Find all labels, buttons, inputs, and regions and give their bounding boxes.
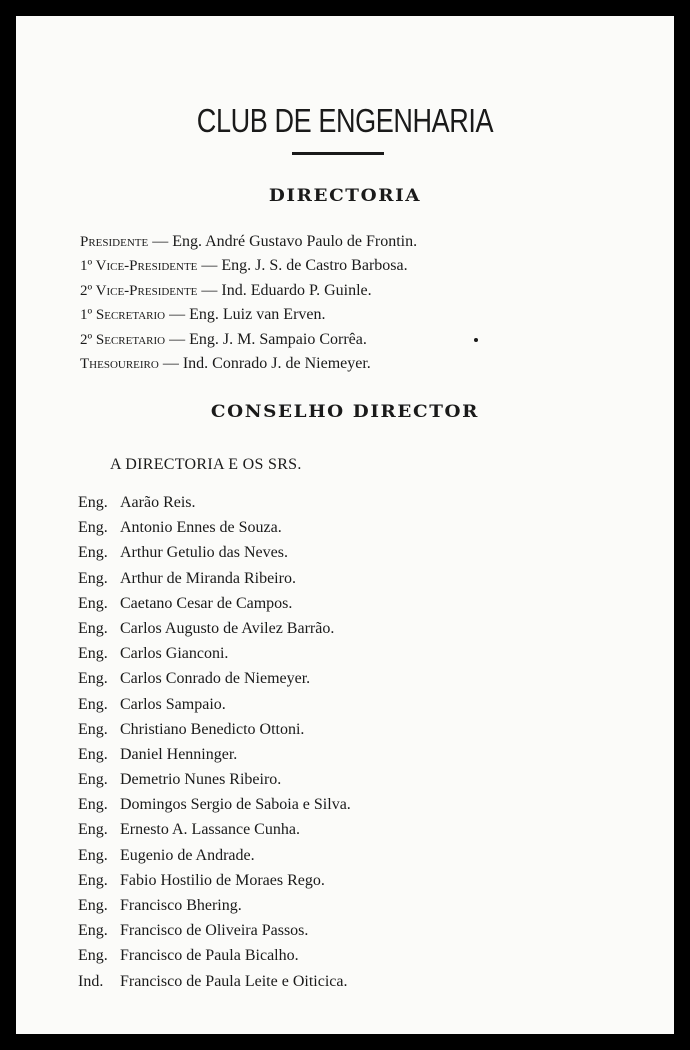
member-row <box>78 943 351 968</box>
officer-separator: — <box>165 330 190 348</box>
officer-role: 1º Secretario <box>80 307 166 324</box>
members-list <box>78 490 351 994</box>
member-row <box>78 843 351 868</box>
title-rule <box>292 152 384 155</box>
directoria-heading: DIRECTORIA <box>268 186 422 206</box>
member-row <box>78 969 351 994</box>
member-row <box>78 566 351 591</box>
officer-role: Presidente <box>80 234 149 250</box>
officer-name: Eng. Luiz van Erven. <box>189 306 326 324</box>
member-name: Eugenio de Andrade. <box>120 846 255 864</box>
member-title: Eng. <box>78 695 108 713</box>
member-row <box>78 893 351 918</box>
officer-row <box>80 254 417 278</box>
member-name: Carlos Augusto de Avilez Barrão. <box>120 619 335 637</box>
officer-name: Eng. André Gustavo Paulo de Frontin. <box>172 233 418 250</box>
member-name: Arthur de Miranda Ribeiro. <box>120 569 296 587</box>
officer-separator: — <box>197 281 222 299</box>
member-title: Eng. <box>78 619 108 637</box>
member-row <box>78 692 351 717</box>
member-name: Aarão Reis. <box>120 494 196 511</box>
member-title: Eng. <box>78 796 108 814</box>
member-title: Eng. <box>78 645 108 663</box>
officer-role: 2º Vice-Presidente <box>80 282 198 299</box>
member-name: Domingos Sergio de Saboia e Silva. <box>120 796 351 814</box>
officer-name: Ind. Eduardo P. Guinle. <box>221 281 372 299</box>
officer-separator: — <box>158 354 183 372</box>
officer-name: Eng. J. S. de Castro Barbosa. <box>221 257 408 275</box>
officers-list <box>80 230 417 376</box>
ink-speck <box>474 338 478 342</box>
member-name: Ernesto A. Lassance Cunha. <box>120 821 300 839</box>
member-title: Eng. <box>78 922 108 940</box>
member-row <box>78 490 351 515</box>
member-title: Eng. <box>78 569 108 587</box>
member-title: Eng. <box>78 871 108 889</box>
member-title: Eng. <box>78 720 108 738</box>
officer-separator: — <box>148 233 173 250</box>
member-row <box>78 742 351 767</box>
officer-row <box>80 328 417 352</box>
member-title: Eng. <box>78 745 108 763</box>
member-title: Eng. <box>78 947 108 965</box>
officer-name: Eng. J. M. Sampaio Corrêa. <box>189 330 367 348</box>
officer-role: 1º Vice-Presidente <box>80 258 198 275</box>
officer-row <box>80 303 417 327</box>
member-row <box>78 717 351 742</box>
member-row <box>78 616 351 641</box>
member-title: Eng. <box>78 594 108 612</box>
member-title: Eng. <box>78 771 108 789</box>
member-title: Eng. <box>78 846 108 864</box>
member-name: Carlos Conrado de Niemeyer. <box>120 670 311 688</box>
officer-role: Thesoureiro <box>80 355 159 372</box>
member-row <box>78 666 351 691</box>
member-name: Arthur Getulio das Neves. <box>120 544 288 562</box>
member-name: Francisco de Paula Bicalho. <box>120 947 299 965</box>
page-title: CLUB DE ENGENHARIA <box>196 102 494 139</box>
officer-name: Ind. Conrado J. de Niemeyer. <box>182 354 371 372</box>
member-name: Daniel Henninger. <box>120 745 238 763</box>
conselho-intro: A DIRECTORIA E OS SRS. <box>110 456 302 473</box>
member-name: Demetrio Nunes Ribeiro. <box>120 771 282 789</box>
member-title: Eng. <box>78 544 108 562</box>
member-row <box>78 817 351 842</box>
member-title: Eng. <box>78 897 108 914</box>
member-title: Eng. <box>78 670 108 688</box>
member-row <box>78 868 351 893</box>
member-row <box>78 591 351 616</box>
member-title: Ind. <box>78 972 104 990</box>
officer-separator: — <box>165 306 190 324</box>
member-title: Eng. <box>78 494 108 511</box>
member-row <box>78 792 351 817</box>
member-title: Eng. <box>78 821 108 839</box>
member-row <box>78 918 351 943</box>
member-name: Carlos Sampaio. <box>120 695 226 713</box>
member-row <box>78 641 351 666</box>
member-name: Christiano Benedicto Ottoni. <box>120 720 305 738</box>
member-row <box>78 540 351 565</box>
member-name: Carlos Gianconi. <box>120 645 229 663</box>
document-page <box>16 16 674 1034</box>
member-name: Antonio Ennes de Souza. <box>120 519 282 537</box>
officer-separator: — <box>197 257 222 275</box>
member-name: Francisco de Oliveira Passos. <box>120 922 309 940</box>
officer-role: 2º Secretario <box>80 331 166 348</box>
member-name: Francisco de Paula Leite e Oiticica. <box>120 972 348 990</box>
member-row <box>78 767 351 792</box>
officer-row <box>80 352 417 376</box>
officer-row <box>80 279 417 303</box>
conselho-heading: CONSELHO DIRECTOR <box>210 402 480 422</box>
officer-row <box>80 230 417 254</box>
member-title: Eng. <box>78 519 108 537</box>
member-name: Caetano Cesar de Campos. <box>120 594 293 612</box>
member-name: Francisco Bhering. <box>120 897 242 914</box>
member-row <box>78 515 351 540</box>
member-name: Fabio Hostilio de Moraes Rego. <box>120 871 325 889</box>
